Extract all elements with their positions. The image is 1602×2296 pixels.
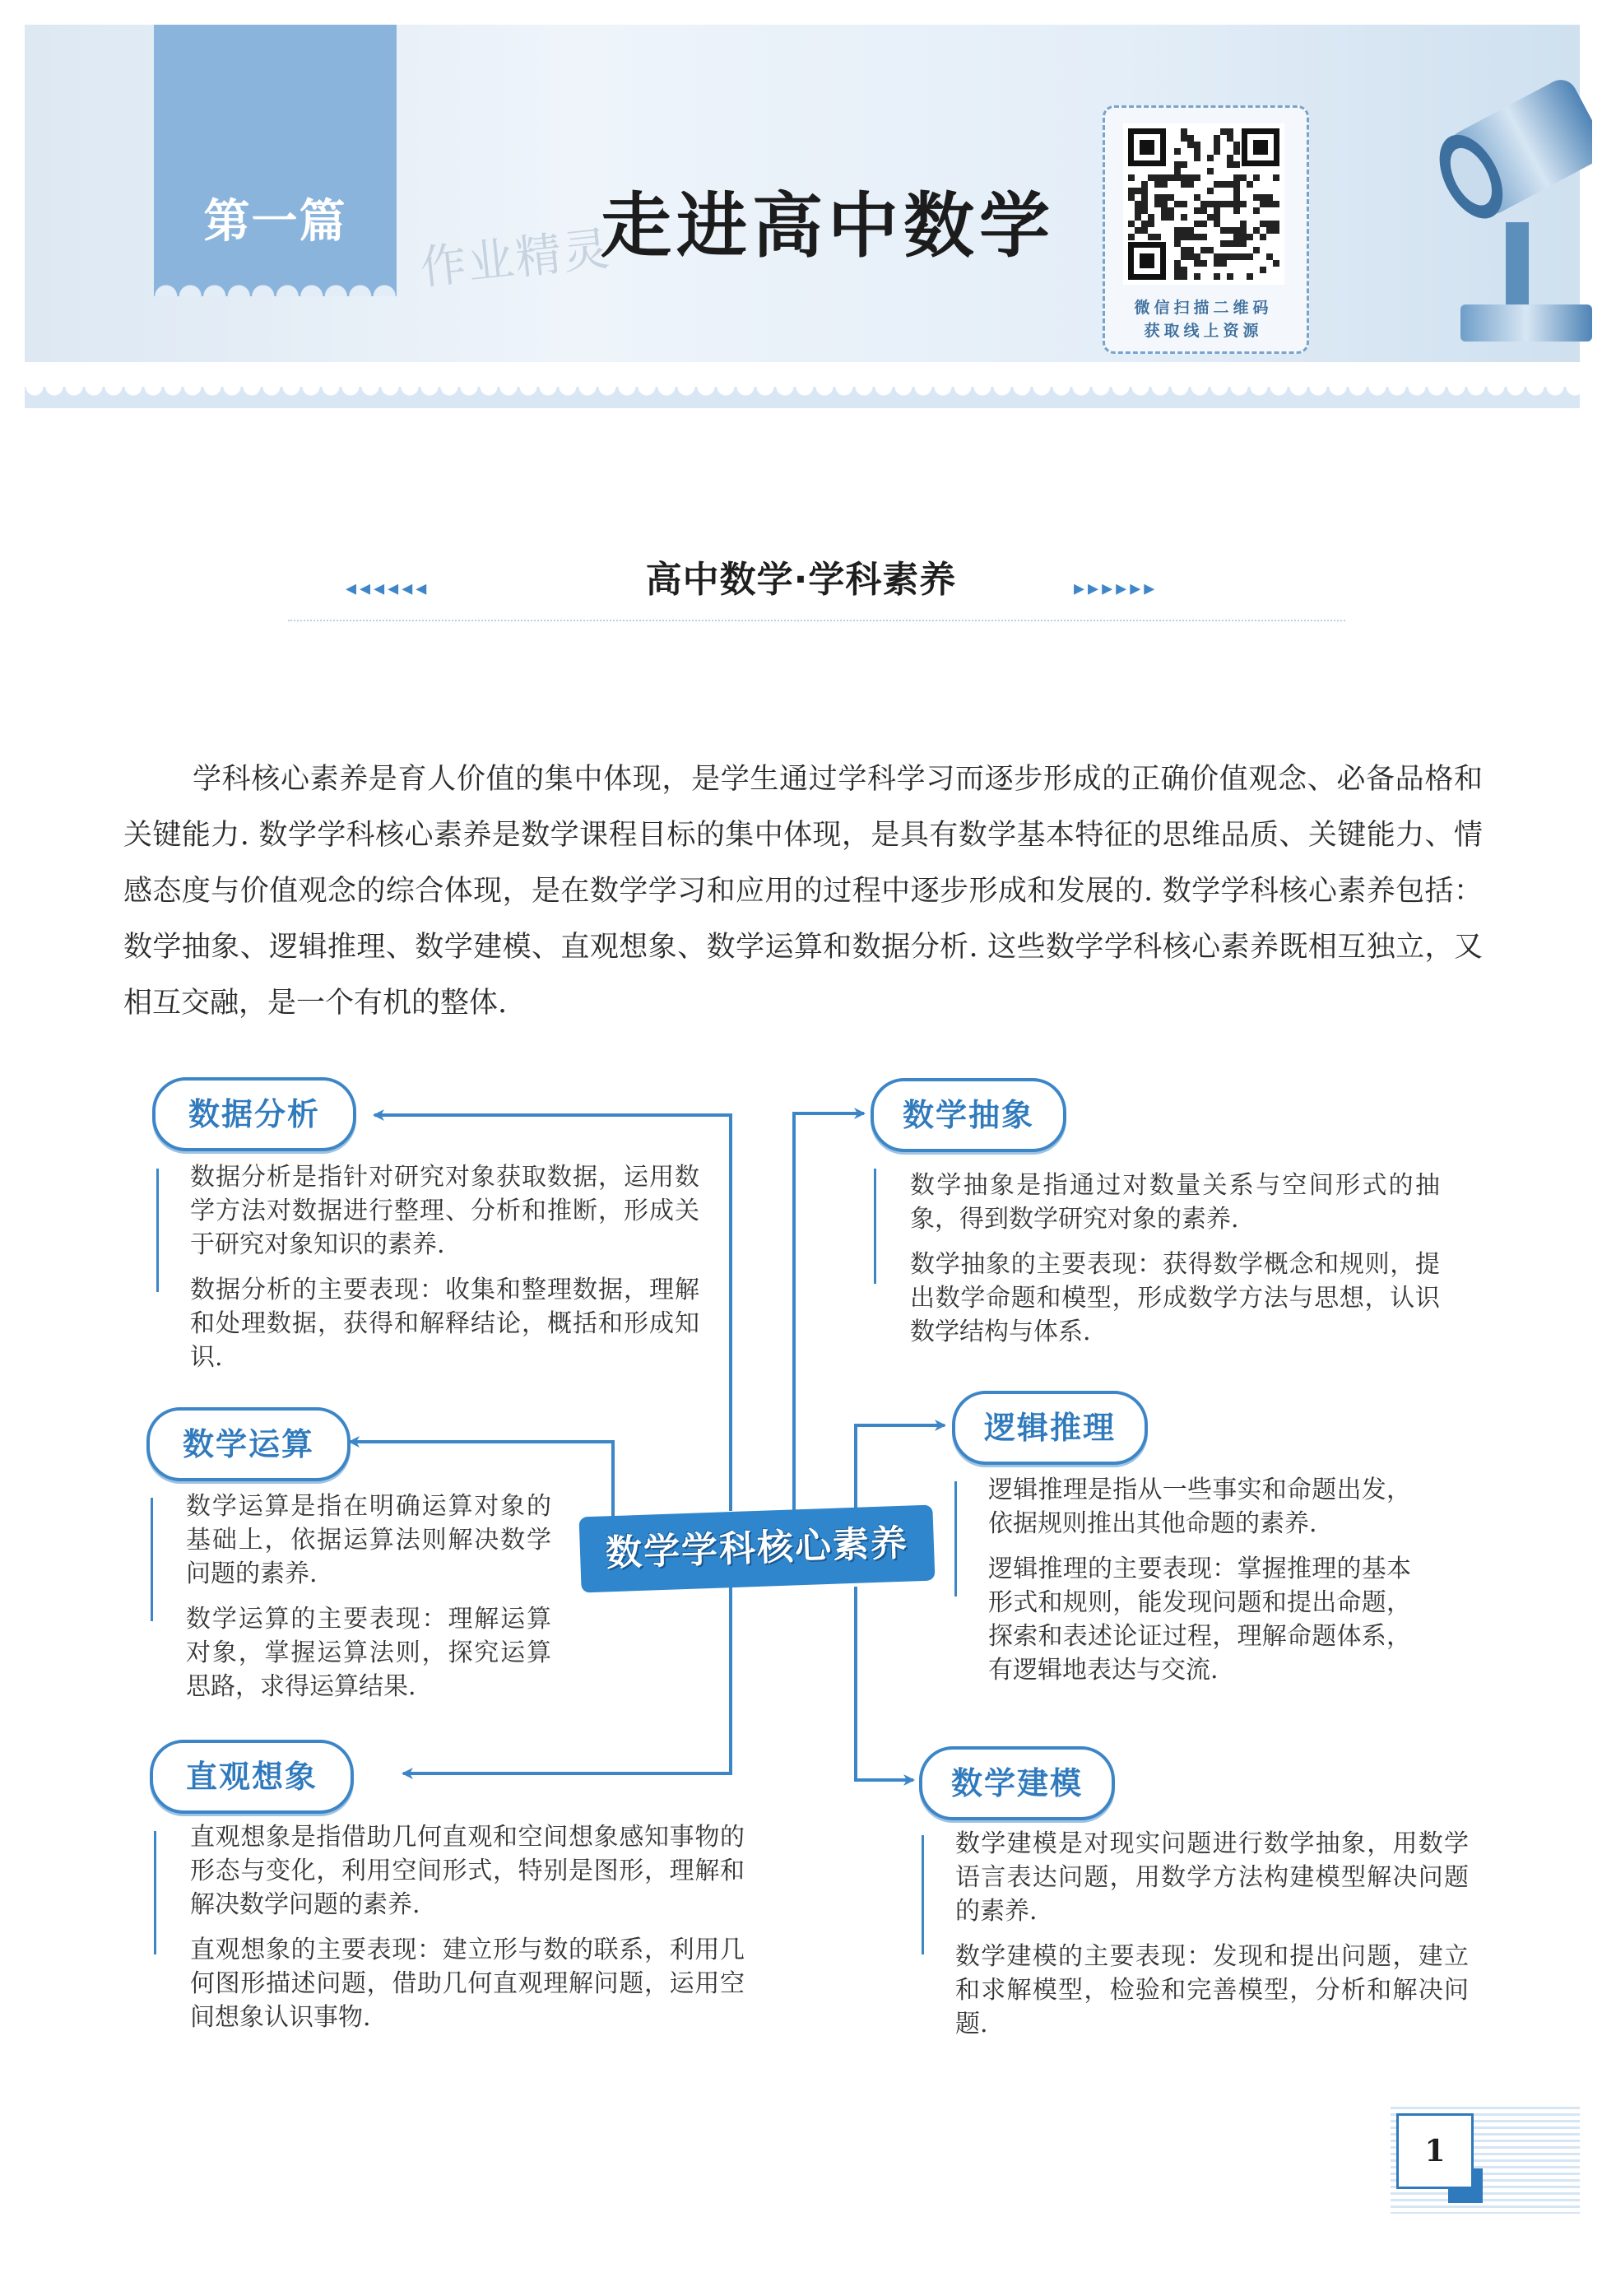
bracket	[874, 1169, 876, 1284]
node-math-modeling: 数学建模	[919, 1746, 1115, 1820]
desc-math-operation	[181, 1490, 551, 1703]
point: 直观想象的主要表现：建立形与数的联系，利用几何图形描述问题，借助几何直观理解问题，运用空间想象认识事物.	[190, 1936, 745, 2032]
page-number: 1	[1396, 2113, 1474, 2189]
bracket	[922, 1835, 924, 1954]
bracket	[156, 1169, 159, 1292]
node-logical-reasoning: 逻辑推理	[952, 1391, 1148, 1465]
point: 数学建模是对现实问题进行数学抽象，用数学语言表达问题，用数学方法构建模型解决问题的素养.	[955, 1829, 1469, 1926]
qr-caption-line2: 获取线上资源	[1144, 322, 1263, 340]
point: 数学运算的主要表现：理解运算对象，掌握运算法则，探究运算思路，求得运算结果.	[186, 1605, 551, 1701]
point: 数学抽象的主要表现：获得数学概念和规则，提出数学命题和模型，形成数学方法与思想，认识数学结构与体系.	[910, 1250, 1440, 1346]
point: 数学建模的主要表现：发现和提出问题，建立和求解模型，检验和完善模型，分析和解决问题.	[955, 1942, 1469, 2038]
node-math-abstraction: 数学抽象	[871, 1078, 1066, 1152]
point: 直观想象是指借助几何直观和空间想象感知事物的形态与变化，利用空间形式，特别是图形，理解和解决数学问题的素养.	[190, 1823, 745, 1919]
connector-math-modeling	[856, 1587, 913, 1780]
point: 数学运算是指在明确运算对象的基础上，依据运算法则解决数学问题的素养.	[186, 1492, 551, 1588]
point: 逻辑推理是指从一些事实和命题出发，依据规则推出其他命题的素养.	[988, 1476, 1411, 1538]
heading-arrows-right: ▸▸▸▸▸▸	[1074, 576, 1159, 601]
intro-paragraph: 学科核心素养是育人价值的集中体现，是学生通过学科学习而逐步形成的正确价值观念、必备品格和关键能力. 数学学科核心素养是数学课程目标的集中体现，是具有数学基本特征的思维品质、关键能力、情感态度与价值观念的综合体现，是在数学学习和应用的过程中逐步形成和发展的. 数学学科核心素养包括：数学抽象、逻辑推理、数学建模、直观想象、数学运算和数据分析. 这些数学学科核心素养既相互独立，又相互交融，是一个有机的整体.	[123, 763, 1483, 1020]
desc-data-analysis	[185, 1160, 699, 1374]
heading-arrows-left: ◂◂◂◂◂◂	[346, 576, 430, 601]
desc-math-abstraction	[905, 1169, 1440, 1349]
point: 数据分析的主要表现：收集和整理数据，理解和处理数据，获得和解释结论，概括和形成知识.	[190, 1276, 699, 1372]
point: 逻辑推理的主要表现：掌握推理的基本形式和规则，能发现问题和提出命题，探索和表述论证过程，理解命题体系，有逻辑地表达与交流.	[988, 1555, 1411, 1685]
connector-math-abstraction	[794, 1113, 864, 1511]
part-label: 第一篇	[203, 195, 347, 249]
point: 数学抽象是指通过对数量关系与空间形式的抽象，得到数学研究对象的素养.	[910, 1171, 1440, 1234]
desc-intuitive-imagination	[185, 1820, 745, 2034]
connector-logical-reasoning	[856, 1425, 945, 1514]
desc-math-modeling	[950, 1827, 1469, 2041]
center-node: 数学学科核心素养	[579, 1505, 936, 1593]
node-intuitive-imagination: 直观想象	[150, 1740, 354, 1814]
bracket	[154, 1831, 156, 1954]
desc-logical-reasoning	[983, 1473, 1411, 1687]
page-title: 走进高中数学	[601, 185, 1055, 267]
bracket	[151, 1498, 153, 1621]
qr-caption-line1: 微信扫描二维码	[1134, 299, 1273, 317]
node-data-analysis: 数据分析	[152, 1077, 356, 1151]
section-heading: 高中数学·学科素养	[645, 559, 957, 601]
watermark: 作业精灵	[417, 222, 614, 295]
node-math-operation: 数学运算	[146, 1407, 351, 1481]
point: 数据分析是指针对研究对象获取数据，运用数学方法对数据进行整理、分析和推断，形成关于研究对象知识的素养.	[190, 1163, 699, 1259]
bracket	[954, 1481, 957, 1597]
